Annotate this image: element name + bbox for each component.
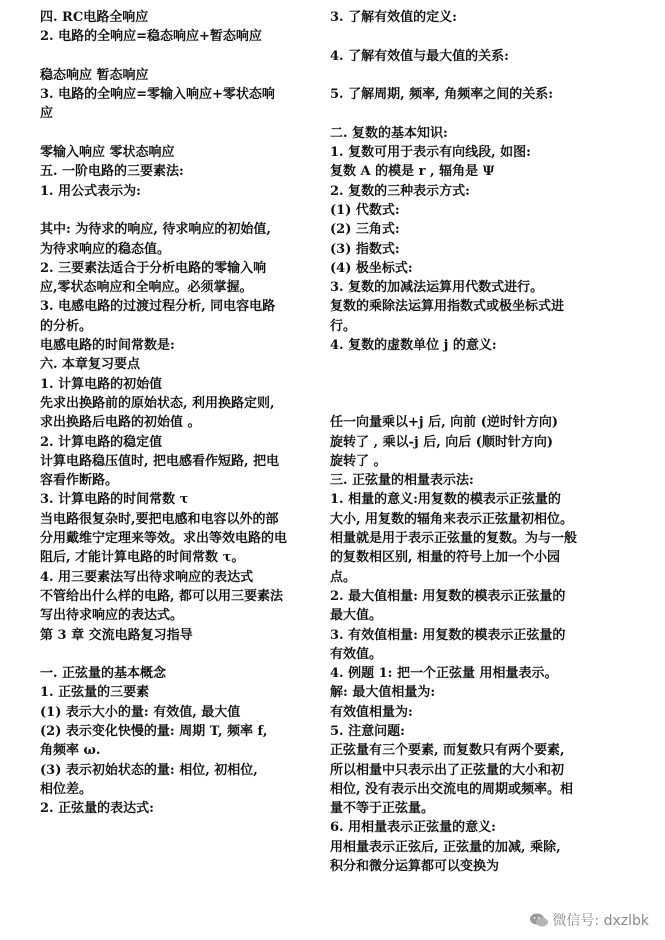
right-column-line: 正弦量有三个要素, 而复数只有两个要素, bbox=[330, 743, 565, 759]
right-column-line: (1) 代数式: bbox=[330, 202, 400, 218]
left-column-line: 先求出换路前的原始状态, 利用换路定则, bbox=[40, 395, 275, 411]
watermark-text: 微信号: dxzlbk bbox=[552, 913, 649, 929]
right-column-line: 行。 bbox=[330, 318, 357, 334]
right-column bbox=[330, 8, 630, 876]
right-column-line bbox=[330, 375, 630, 394]
right-column-line bbox=[330, 355, 630, 374]
left-column-line: (2) 表示变化快慢的量: 周期 T, 频率 f, bbox=[40, 723, 268, 739]
left-column-line: 零输入响应 零状态响应 bbox=[40, 145, 175, 161]
left-column-line: 2. 电路的全响应=稳态响应+暂态响应 bbox=[40, 29, 262, 45]
left-column-line: 1. 计算电路的初始值 bbox=[40, 376, 163, 392]
right-column-line: 点。 bbox=[330, 569, 357, 585]
left-column-line: 写出待求响应的表达式。 bbox=[40, 608, 184, 624]
right-column-line: 2. 复数的三种表示方式: bbox=[330, 183, 470, 199]
right-column-line: 6. 用相量表示正弦量的意义: bbox=[330, 820, 496, 836]
left-column-line: 相位差。 bbox=[40, 781, 93, 797]
right-column-line bbox=[330, 104, 630, 123]
right-column-line: (2) 三角式: bbox=[330, 222, 400, 238]
right-column-line: 旋转了 。 bbox=[330, 453, 387, 469]
left-column-line: 4. 用三要素法写出待求响应的表达式 bbox=[40, 569, 254, 585]
left-column-line bbox=[40, 47, 322, 66]
right-column-line: 3. 了解有效值的定义: bbox=[330, 10, 457, 25]
right-column-line bbox=[330, 394, 630, 413]
right-column-line: 有效值。 bbox=[330, 646, 383, 662]
watermark bbox=[529, 910, 649, 930]
right-column-line bbox=[330, 27, 630, 46]
right-column-line: 相位, 没有表示出交流电的周期或频率。相 bbox=[330, 781, 574, 797]
left-column-line: 为待求响应的稳态值。 bbox=[40, 241, 171, 257]
right-column-line: 复数 A 的模是 r , 辐角是 Ψ bbox=[330, 164, 495, 180]
right-column-line: 相量就是用于表示正弦量的复数。为与一般 bbox=[330, 531, 578, 547]
left-column-line: 其中: 为待求的响应, 待求响应的初始值, bbox=[40, 222, 271, 238]
right-column-line: 4. 了解有效值与最大值的关系: bbox=[330, 48, 509, 64]
left-column-line: 的分析。 bbox=[40, 318, 93, 334]
left-column-line: 2. 正弦量的表达式: bbox=[40, 801, 154, 817]
right-column-line: 1. 相量的意义:用复数的模表示正弦量的 bbox=[330, 492, 561, 508]
left-column-line bbox=[40, 645, 322, 664]
left-column-line: 1. 用公式表示为: bbox=[40, 183, 141, 199]
right-column-line: 4. 例题 1: 把一个正弦量 用相量表示。 bbox=[330, 666, 558, 682]
right-column-line: 积分和微分运算都可以变换为 bbox=[330, 859, 500, 875]
left-column-line bbox=[40, 201, 322, 220]
right-column-line: 1. 复数可用于表示有向线段, 如图: bbox=[330, 145, 531, 161]
left-column-line: 应 bbox=[40, 106, 54, 122]
right-column-line: 3. 复数的加减法运算用代数式进行。 bbox=[330, 280, 544, 296]
right-column-line: (3) 指数式: bbox=[330, 241, 400, 257]
left-column-line: 角频率 ω. bbox=[40, 743, 101, 759]
left-column-line: 分用戴维宁定理来等效。求出等效电路的电 bbox=[40, 531, 288, 547]
left-column-line: (3) 表示初始状态的量: 相位, 初相位, bbox=[40, 762, 258, 778]
right-column-line: 有效值相量为: bbox=[330, 704, 413, 720]
right-column-line: 5. 了解周期, 频率, 角频率之间的关系: bbox=[330, 87, 553, 103]
right-column-line: 解: 最大值相量为: bbox=[330, 685, 436, 701]
left-column-line: 电感电路的时间常数是: bbox=[40, 338, 175, 354]
left-column-line: (1) 表示大小的量: 有效值, 最大值 bbox=[40, 704, 241, 720]
right-column-line: (4) 极坐标式: bbox=[330, 260, 413, 276]
left-column-line: 应,零状态响应和全响应。必须掌握。 bbox=[40, 280, 253, 296]
right-column-line bbox=[330, 66, 630, 85]
right-column-line: 的复数相区别, 相量的符号上加一个小园 bbox=[330, 550, 561, 566]
right-column-line: 量不等于正弦量。 bbox=[330, 801, 435, 817]
left-column-line: 3. 计算电路的时间常数 τ bbox=[40, 492, 189, 508]
left-column-line: 当电路很复杂时,要把电感和电容以外的部 bbox=[40, 511, 279, 527]
left-column-line: 求出换路后电路的初始值 。 bbox=[40, 415, 201, 431]
left-column-line: 稳态响应 暂态响应 bbox=[40, 67, 149, 83]
right-column-line: 旋转了 , 乘以-j 后, 向后 (顺时针方向) bbox=[330, 434, 554, 450]
left-column-line: 四. RC电路全响应 bbox=[40, 10, 149, 25]
left-column-line: 第 3 章 交流电路复习指导 bbox=[40, 627, 193, 643]
wechat-icon bbox=[529, 912, 549, 928]
right-column-line: 2. 最大值相量: 用复数的模表示正弦量的 bbox=[330, 588, 566, 604]
left-column-line: 容看作断路。 bbox=[40, 473, 119, 489]
right-column-line: 3. 有效值相量: 用复数的模表示正弦量的 bbox=[330, 627, 566, 643]
left-column-line: 五. 一阶电路的三要素法: bbox=[40, 164, 184, 180]
left-column-line: 不管给出什么样的电路, 都可以用三要素法 bbox=[40, 588, 284, 604]
left-column-line: 3. 电感电路的过渡过程分析, 同电容电路 bbox=[40, 299, 276, 315]
left-column-line: 2. 三要素法适合于分析电路的零输入响 bbox=[40, 260, 267, 276]
right-column-line: 最大值。 bbox=[330, 608, 383, 624]
left-column-line: 2. 计算电路的稳定值 bbox=[40, 434, 163, 450]
right-column-line: 任一向量乘以+j 后, 向前 (逆时针方向) bbox=[330, 415, 559, 431]
left-column-line: 阻后, 才能计算电路的时间常数 τ。 bbox=[40, 550, 245, 566]
left-column-line: 计算电路稳压值时, 把电感看作短路, 把电 bbox=[40, 453, 280, 469]
left-column-line: 1. 正弦量的三要素 bbox=[40, 685, 150, 701]
right-column-line: 用相量表示正弦后, 正弦量的加减, 乘除, bbox=[330, 839, 561, 855]
right-column-line: 二. 复数的基本知识: bbox=[330, 125, 448, 141]
left-column bbox=[40, 8, 322, 818]
right-column-line: 4. 复数的虚数单位 j 的意义: bbox=[330, 338, 497, 354]
right-column-line: 所以相量中只表示出了正弦量的大小和初 bbox=[330, 762, 565, 778]
left-column-line: 六. 本章复习要点 bbox=[40, 357, 141, 373]
left-column-line: 3. 电路的全响应=零输入响应+零状态响 bbox=[40, 87, 275, 103]
right-column-line: 复数的乘除法运算用指数式或极坐标式进 bbox=[330, 299, 565, 315]
left-column-line: 一. 正弦量的基本概念 bbox=[40, 666, 167, 682]
right-column-line: 三. 正弦量的相量表示法: bbox=[330, 473, 474, 489]
right-column-line: 5. 注意问题: bbox=[330, 723, 405, 739]
left-column-line bbox=[40, 124, 322, 143]
right-column-line: 大小, 用复数的辐角来表示正弦量初相位。 bbox=[330, 511, 574, 527]
